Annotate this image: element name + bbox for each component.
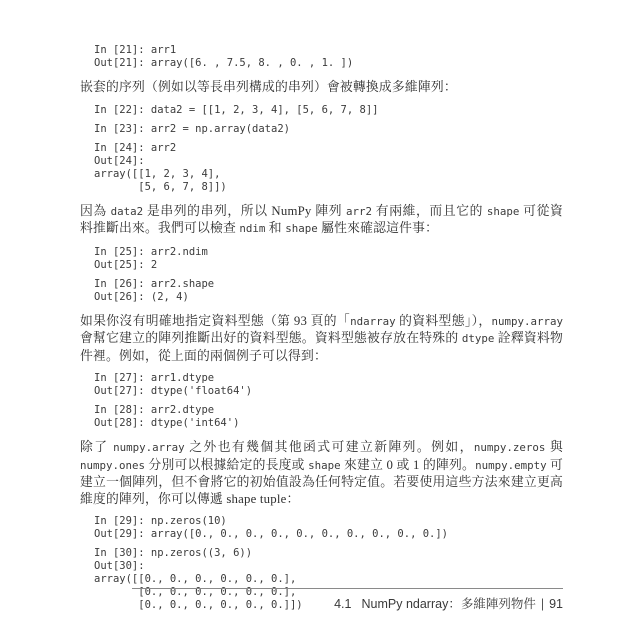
code-line: In [25]: arr2.ndim: [94, 245, 208, 258]
code-block: [94, 246, 563, 272]
text-run: 是串列的串列，所以 NumPy 陣列: [143, 203, 346, 218]
text-run: 因為: [80, 203, 111, 218]
inline-code: shape: [285, 222, 318, 235]
code-block: [94, 372, 563, 398]
inline-code: dtype: [461, 332, 495, 345]
paragraph: [80, 439, 563, 507]
text-run: 如果你沒有明確地指定資料型態（第 93 頁的「: [80, 313, 351, 328]
code-line: In [23]: arr2 = np.array(data2): [94, 122, 290, 135]
code-line: Out[25]: 2: [94, 258, 158, 271]
inline-code: ndarray: [350, 314, 396, 328]
inline-code: numpy.zeros: [473, 441, 546, 454]
code-line: In [27]: arr1.dtype: [94, 372, 215, 384]
code-block: [94, 142, 563, 194]
code-block: [94, 404, 563, 430]
text-run: 之外也有幾個其他函式可建立新陣列。例如，: [184, 440, 474, 454]
text-run: 會幫它建立的陣列推斷出好的資料型態。資料型態被存放在特殊的: [80, 331, 462, 345]
inline-code: numpy.ones: [80, 458, 146, 472]
code-block: [94, 123, 563, 136]
inline-code: data2: [110, 204, 144, 218]
text-run: 嵌套的序列（例如以等長串列構成的串列）會被轉換成多維陣列：: [80, 80, 457, 94]
paragraph: [80, 203, 563, 238]
page-footer: [80, 588, 563, 612]
text-run: 可從資料推斷出來。我們可以檢查: [80, 203, 563, 235]
text-run: 的資料型態」），: [395, 313, 492, 328]
text-run: 詮釋資料物件裡。例如，從上面的兩個例子可以得到：: [80, 331, 563, 363]
footer-section-title: NumPy ndarray：多維陣列物件: [361, 597, 536, 611]
footer-page-number: 91: [549, 597, 563, 611]
code-line: Out[21]: array([6. , 7.5, 8. , 0. , 1. ]): [94, 57, 354, 69]
footer-text: [80, 594, 563, 612]
inline-code: arr2: [345, 204, 372, 218]
code-block: [94, 515, 563, 541]
inline-code: numpy.array: [113, 441, 185, 454]
code-block: [94, 44, 563, 70]
inline-code: shape: [308, 458, 341, 472]
text-run: 分別可以根據給定的長度或: [145, 457, 309, 472]
code-line: In [28]: arr2.dtype: [94, 404, 215, 416]
code-line: In [22]: data2 = [[1, 2, 3, 4], [5, 6, 7, 8]]: [94, 103, 379, 116]
paragraph: [80, 79, 563, 96]
footer-divider-rule: [132, 588, 563, 589]
code-line: Out[30]:: [94, 560, 145, 572]
inline-code: shape: [486, 204, 520, 218]
text-run: 和: [265, 221, 286, 235]
text-run: 可建立一個陣列，但不會將它的初始值設為任何特定值。若要使用這些方法來建立更高維度的陣列，你可以傳遞 shape tuple：: [80, 457, 563, 506]
text-run: 與: [545, 440, 563, 454]
text-run: 除了: [80, 440, 114, 454]
code-line: Out[24]:: [94, 154, 145, 167]
footer-section-number: 4.1: [334, 597, 352, 611]
code-line: Out[27]: dtype('float64'): [94, 385, 253, 397]
page-content: [80, 44, 563, 618]
code-line: In [26]: arr2.shape: [94, 277, 215, 290]
footer-pipe: |: [540, 597, 545, 611]
code-line: [0., 0., 0., 0., 0., 0.],: [94, 586, 297, 598]
code-line: array([[0., 0., 0., 0., 0., 0.],: [94, 573, 297, 585]
code-line: Out[26]: (2, 4): [94, 290, 189, 303]
inline-code: numpy.array: [491, 314, 564, 328]
code-line: Out[28]: dtype('int64'): [94, 417, 240, 429]
code-line: array([[1, 2, 3, 4],: [94, 167, 221, 180]
code-block: [94, 278, 563, 304]
code-line: In [29]: np.zeros(10): [94, 515, 227, 527]
text-run: 來建立 0 或 1 的陣列。: [340, 457, 476, 472]
code-line: In [30]: np.zeros((3, 6)): [94, 547, 253, 559]
code-line: [0., 0., 0., 0., 0., 0.]]): [94, 599, 303, 611]
paragraph: [80, 313, 563, 365]
code-line: In [21]: arr1: [94, 44, 177, 56]
inline-code: numpy.empty: [475, 458, 547, 472]
code-block: [94, 104, 563, 117]
code-line: Out[29]: array([0., 0., 0., 0., 0., 0., 0., 0., 0., 0.]): [94, 528, 449, 540]
code-line: [5, 6, 7, 8]]): [94, 180, 227, 193]
code-line: In [24]: arr2: [94, 141, 177, 154]
inline-code: ndim: [239, 222, 266, 235]
text-run: 屬性來確認這件事：: [317, 221, 439, 235]
text-run: 有兩維，而且它的: [371, 203, 487, 218]
